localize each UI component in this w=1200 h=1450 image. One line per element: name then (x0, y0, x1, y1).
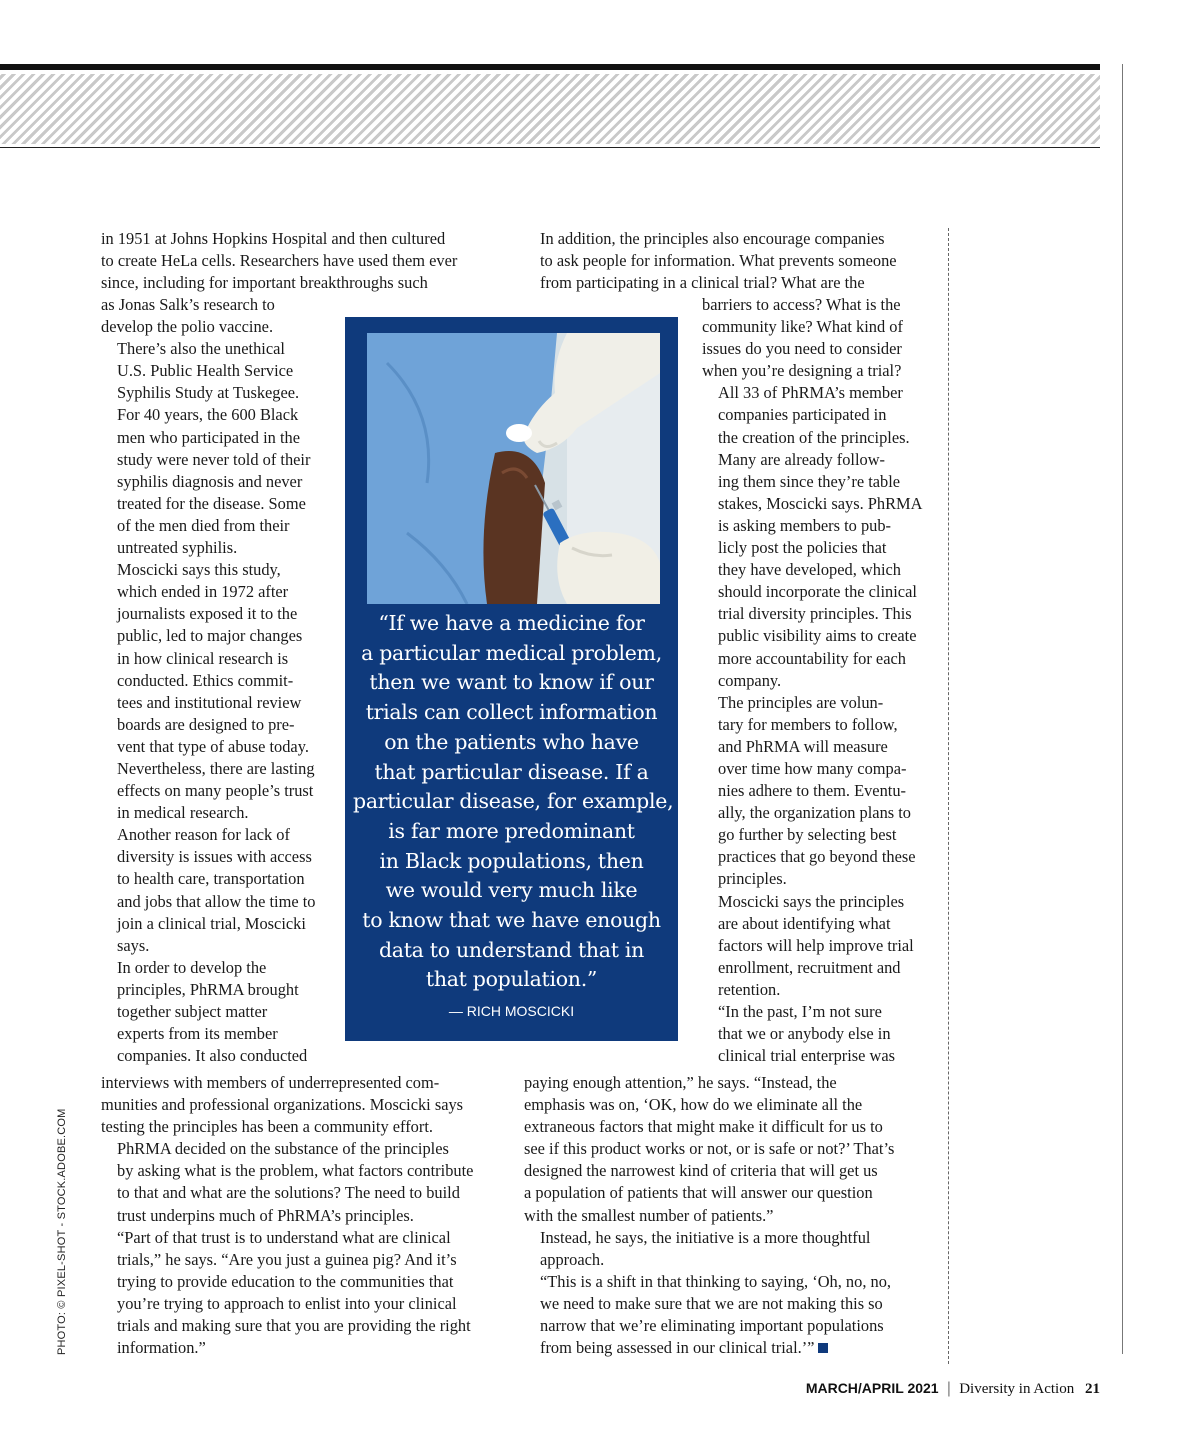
left-column-narrow (101, 294, 331, 1067)
text-line: trials,” he says. “Are you just a guinea pig? And it’s (117, 1249, 457, 1269)
text-line: tees and institutional review (117, 692, 302, 712)
quote-line: trials can collect information (365, 700, 658, 725)
paragraph (101, 338, 331, 559)
text-line: trying to provide education to the communities that (117, 1271, 454, 1291)
text-line: enrollment, recruitment and (718, 957, 901, 977)
text-line: ally, the organization plans to (718, 803, 911, 823)
footer-separator: | (946, 1379, 952, 1397)
paragraph (101, 824, 331, 957)
text-line: Moscicki says the principles (718, 891, 905, 911)
text-line: see if this product works or not, or is safe or not?’ That’s (524, 1139, 895, 1159)
text-line: journalists exposed it to the (117, 604, 298, 624)
text-line: in 1951 at Johns Hopkins Hospital and then cultured (101, 229, 446, 248)
paragraph (524, 1072, 894, 1227)
paragraph (702, 891, 934, 1001)
text-line: issues do you need to consider (702, 339, 902, 359)
right-column-narrow (702, 294, 934, 1067)
text-line: when you’re designing a trial? (702, 361, 902, 381)
text-line (524, 1337, 894, 1359)
column-dashed-rule (948, 228, 949, 1364)
text-line: more accountability for each (718, 648, 906, 668)
text-line: interviews with members of underrepresented com- (101, 1073, 440, 1092)
header-hatch-band (0, 74, 1100, 144)
left-column-top (101, 228, 457, 294)
text-line: community like? What kind of (702, 317, 903, 337)
pull-quote (353, 609, 674, 995)
paragraph (101, 294, 331, 338)
text-line: men who participated in the (117, 427, 300, 447)
text-line: treated for the disease. Some (117, 493, 306, 513)
text-line: “This is a shift in that thinking to saying, ‘Oh, no, no, (540, 1271, 892, 1291)
text-line: retention. (718, 979, 781, 999)
text-line: public, led to major changes (117, 626, 303, 646)
text-line: Syphilis Study at Tuskegee. (117, 383, 300, 403)
text-line: Nevertheless, there are lasting (117, 758, 315, 778)
text-line: to health care, transportation (117, 869, 305, 889)
text-line: Instead, he says, the initiative is a more thoughtful (540, 1227, 871, 1247)
text-line: ing them since they’re table (718, 471, 901, 491)
text-line: narrow that we’re eliminating important populations (540, 1316, 884, 1336)
text-line: a population of patients that will answer our question (524, 1183, 873, 1203)
quote-line: particular disease, for example, (353, 789, 674, 814)
text-line: companies participated in (718, 405, 887, 425)
text-line: together subject matter (117, 1002, 268, 1021)
text-line: the creation of the principles. (718, 427, 910, 447)
end-mark-icon (818, 1343, 828, 1353)
text-line: emphasis was on, ‘OK, how do we eliminate all the (524, 1095, 863, 1115)
quote-line: then we want to know if our (369, 670, 654, 695)
quote-line: data to understand that in (378, 937, 645, 962)
quote-line: that particular disease. If a (374, 759, 649, 784)
text-line: PhRMA decided on the substance of the principles (117, 1139, 449, 1159)
text-line: of the men died from their (117, 515, 290, 535)
text-line: testing the principles has been a community effort. (101, 1117, 433, 1137)
pull-quote-box (345, 317, 678, 1041)
text-line: study were never told of their (117, 449, 311, 469)
paragraph (101, 559, 331, 824)
text-line: designed the narrowest kind of criteria that will get us (524, 1161, 878, 1181)
magazine-name: Diversity in Action (959, 1381, 1075, 1397)
text-line: in medical research. (117, 803, 249, 823)
text-line: There’s also the unethical (117, 339, 285, 359)
text-line: from participating in a clinical trial? What are the (540, 273, 865, 293)
text-line: are about identifying what (718, 913, 891, 933)
page-edge-rule (1122, 64, 1123, 1354)
quote-line: on the patients who have (384, 729, 639, 754)
text-line: to ask people for information. What prevents someone (540, 251, 897, 271)
paragraph (524, 228, 897, 294)
quote-line: we would very much like (385, 878, 638, 903)
text-line: information.” (117, 1338, 206, 1358)
text-line: as Jonas Salk’s research to (101, 295, 275, 314)
issue-date: MARCH/APRIL 2021 (805, 1380, 939, 1396)
text-line: The principles are volun- (718, 692, 884, 712)
text-line: tary for members to follow, (718, 714, 898, 734)
text-line: factors will help improve trial (718, 935, 914, 955)
text-line: trust underpins much of PhRMA’s principles. (117, 1205, 414, 1225)
text-line: Many are already follow- (718, 449, 886, 469)
quote-line: is far more predominant (388, 818, 635, 843)
text-line: go further by selecting best (718, 825, 897, 845)
text-line: effects on many people’s trust (117, 781, 314, 801)
text-line: trial diversity principles. This (718, 604, 912, 624)
text-line: to that and what are the solutions? The need to build (117, 1183, 460, 1203)
paragraph (101, 1138, 473, 1226)
page-number: 21 (1085, 1381, 1100, 1397)
text-line: vent that type of abuse today. (117, 736, 309, 756)
photo-credit: PHOTO: © PIXEL-SHOT - STOCK.ADOBE.COM (56, 1108, 68, 1355)
page-footer (806, 1379, 1100, 1398)
text-line: “In the past, I’m not sure (718, 1002, 882, 1021)
paragraph (101, 228, 457, 294)
quote-line: “If we have a medicine for (378, 611, 645, 635)
text-line: practices that go beyond these (718, 847, 916, 867)
text-line: says. (117, 935, 150, 955)
text-line: since, including for important breakthroughs such (101, 273, 428, 293)
text-line: is asking members to pub- (718, 515, 891, 535)
text-line: with the smallest number of patients.” (524, 1205, 774, 1225)
text-line: For 40 years, the 600 Black (117, 405, 299, 425)
text-line: public visibility aims to create (718, 626, 917, 646)
final-line-text: from being assessed in our clinical trial.’” (540, 1338, 815, 1358)
text-line: paying enough attention,” he says. “Instead, the (524, 1073, 837, 1092)
text-line: U.S. Public Health Service (117, 361, 294, 381)
text-line: munities and professional organizations. Moscicki says (101, 1095, 464, 1115)
text-line: nies adhere to them. Eventu- (718, 781, 906, 801)
text-line: extraneous factors that might make it difficult for us to (524, 1117, 883, 1137)
paragraph (524, 1271, 894, 1359)
text-line: by asking what is the problem, what factors contribute (117, 1161, 474, 1181)
text-line: to create HeLa cells. Researchers have used them ever (101, 251, 458, 271)
text-line: develop the polio vaccine. (101, 317, 274, 337)
paragraph (101, 957, 331, 1067)
text-line: and PhRMA will measure (718, 736, 888, 756)
text-line: barriers to access? What is the (702, 295, 901, 314)
paragraph (524, 1227, 894, 1271)
text-line: In addition, the principles also encourage companies (540, 229, 885, 248)
text-line: principles. (718, 869, 787, 889)
vaccination-illustration (367, 333, 660, 604)
text-line: companies. It also conducted (117, 1046, 308, 1066)
text-line: untreated syphilis. (117, 538, 238, 558)
text-line: All 33 of PhRMA’s member (718, 383, 903, 403)
quote-line: a particular medical problem, (361, 640, 662, 665)
text-line: over time how many compa- (718, 758, 907, 778)
paragraph (101, 1072, 473, 1138)
text-line: in how clinical research is (117, 648, 289, 668)
text-line: diversity is issues with access (117, 847, 312, 867)
quote-line: in Black populations, then (379, 848, 644, 873)
text-line: and jobs that allow the time to (117, 891, 316, 911)
text-line: In order to develop the (117, 957, 267, 977)
top-rule (0, 64, 1100, 70)
text-line: syphilis diagnosis and never (117, 471, 303, 491)
quote-line: that population.” (425, 967, 598, 992)
header-bottom-rule (0, 147, 1100, 148)
text-line: conducted. Ethics commit- (117, 670, 294, 690)
paragraph (101, 1227, 473, 1360)
right-column-bottom (524, 1072, 894, 1359)
text-line: trials and making sure that you are providing the right (117, 1316, 471, 1336)
text-line: you’re trying to approach to enlist into your clinical (117, 1293, 457, 1313)
vaccination-photo (367, 333, 660, 604)
text-line: principles, PhRMA brought (117, 979, 299, 999)
text-line: approach. (540, 1249, 605, 1269)
text-line: stakes, Moscicki says. PhRMA (718, 493, 923, 513)
pull-quote-attribution: — RICH MOSCICKI (448, 1003, 575, 1019)
text-line: experts from its member (117, 1024, 278, 1044)
text-line: should incorporate the clinical (718, 582, 917, 602)
paragraph (702, 294, 934, 382)
quote-line: to know that we have enough (362, 908, 661, 933)
paragraph (702, 1001, 934, 1067)
text-line: licly post the policies that (718, 538, 887, 558)
paragraph (702, 692, 934, 891)
text-line: Another reason for lack of (117, 825, 290, 845)
left-column-bottom (101, 1072, 473, 1359)
paragraph (702, 382, 934, 691)
text-line: they have developed, which (718, 560, 901, 580)
text-line: Moscicki says this study, (117, 560, 281, 580)
text-line: join a clinical trial, Moscicki (117, 913, 306, 933)
text-line: which ended in 1972 after (117, 582, 289, 602)
text-line: that we or anybody else in (718, 1024, 891, 1044)
text-line: boards are designed to pre- (117, 714, 295, 734)
text-line: clinical trial enterprise was (718, 1046, 896, 1066)
text-line: company. (718, 670, 782, 690)
right-column-top (524, 228, 897, 294)
text-line: we need to make sure that we are not making this so (540, 1293, 883, 1313)
text-line: “Part of that trust is to understand what are clinical (117, 1227, 451, 1247)
